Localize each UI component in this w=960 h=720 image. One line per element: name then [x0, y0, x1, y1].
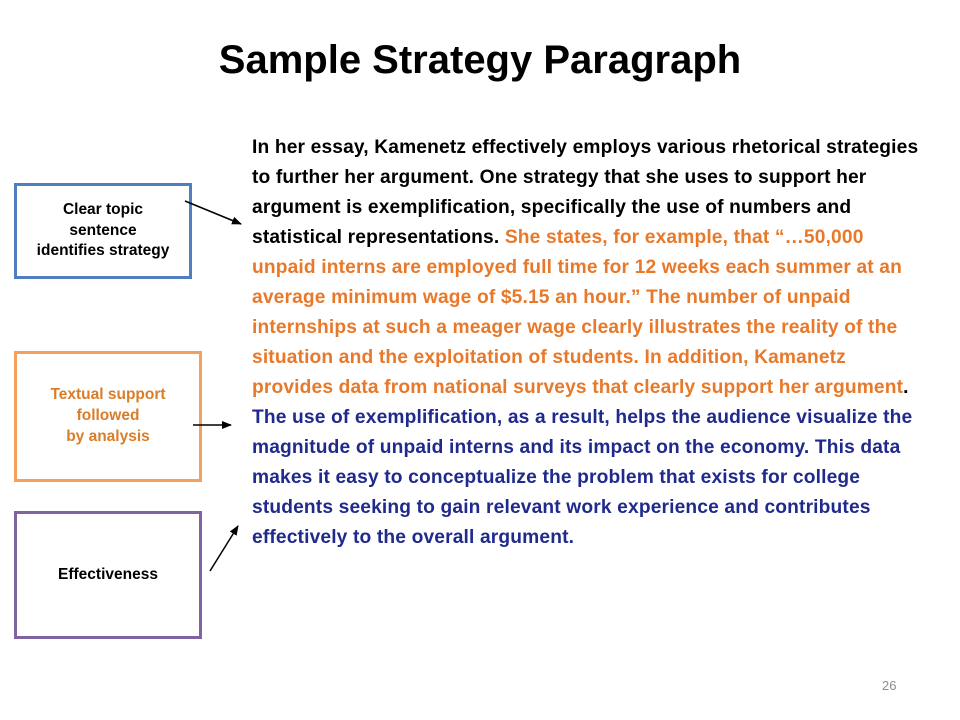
- paragraph-support-and-analysis: She states, for example, that “…50,000 unpaid interns are employed full time for 12 weeks each summer at an average minimum wage of $5.15 an hour.” The number of unpaid internships at such a meager wage clearly illustrates the reality of the situation and the exploitation of students. In addition, Kamanetz provides data from national surveys that clearly support her argument: [252, 227, 904, 398]
- page-number: 26: [882, 678, 897, 693]
- paragraph-effectiveness: The use of exemplification, as a result, helps the audience visualize the magnitude of unpaid interns and its impact on the economy. This data makes it easy to conceptualize the problem that exists for college students seeking to gain relevant work experience and contributes effectively to the overall argument.: [252, 407, 913, 548]
- paragraph-period: .: [903, 377, 909, 398]
- strategy-paragraph: [252, 133, 932, 553]
- slide-title: Sample Strategy Paragraph: [218, 38, 742, 82]
- textual-support-label: Textual support followed by analysis: [50, 386, 166, 445]
- topic-sentence-label: Clear topic sentence identifies strategy: [36, 200, 170, 260]
- arrow-effectiveness: [210, 526, 238, 571]
- paragraph-topic-sentences: In her essay, Kamenetz effectively employs various rhetorical strategies to further her argument. One strategy that she uses to support her argument is exemplification, specifically the use of numbers and statistical representations.: [252, 137, 919, 248]
- arrow-topic-sentence: [185, 201, 241, 224]
- effectiveness-label: Effectiveness: [58, 565, 158, 583]
